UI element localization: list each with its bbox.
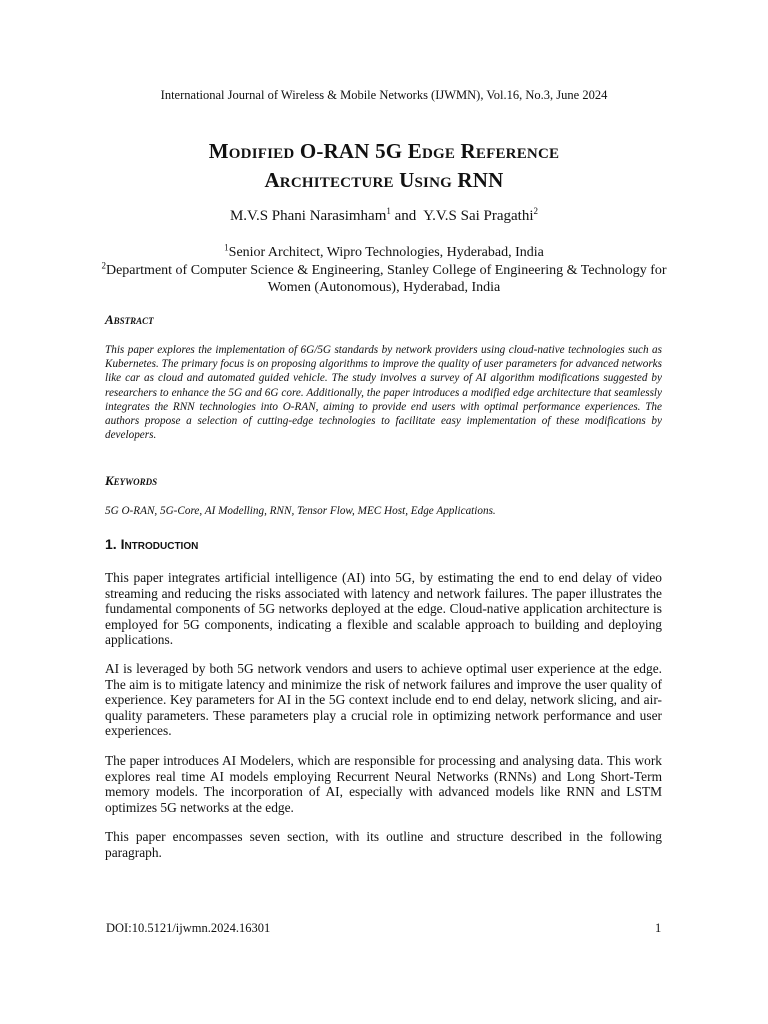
doi-footer: DOI:10.5121/ijwmn.2024.16301 [106,921,271,935]
author-list [0,208,768,225]
abstract-text: This paper explores the implementation of 6G/5G standards by network providers using cloud-native technologies such as Kubernetes. The primary focus is on proposing algorithms to improve the quality of user parameters for advanced networks like car as cloud and automated guided vehicle. The study involves a survey of AI algorithm modifications suggested by researchers to enhance the 5G and 6G core. Additionally, the paper introduces a modified edge architecture that seamlessly integrates the RNN technologies into O-RAN, aiming to provide end users with optimal performance experiences. The authors propose a selection of cutting-edge technologies to facilitate easy implementation of these modifications by developers. [105,344,662,442]
keywords-text: 5G O-RAN, 5G-Core, AI Modelling, RNN, Tensor Flow, MEC Host, Edge Applications. [105,505,496,517]
affiliation-1-text: Senior Architect, Wipro Technologies, Hyderabad, India [228,245,544,260]
affiliation-2 [90,259,678,297]
affiliation-1 [90,244,678,262]
introduction-paragraph-3: The paper introduces AI Modelers, which are responsible for processing and analysing data. This work explores real time AI models employing Recurrent Neural Networks (RNNs) and Long Short-Term memory models. The incorporation of AI, especially with advanced models like RNN and LSTM optimizes 5G networks at the edge. [105,753,662,815]
author-1-name: M.V.S Phani Narasimham [229,208,387,224]
introduction-paragraph-4: This paper encompasses seven section, with its outline and structure described in the following paragraph. [105,829,662,860]
affiliation-2-mark: 2 [101,259,106,270]
introduction-heading: 1. Introduction [105,536,199,552]
introduction-paragraph-2: AI is leveraged by both 5G network vendors and users to achieve optimal user experience at the edge. The aim is to mitigate latency and minimize the risk of network failures and improve the user quality of experience. Key parameters for AI in the 5G context include end to end delay, network slicing, and air-quality parameters. These parameters play a crucial role in optimizing network performance and user experiences. [105,661,662,738]
affiliation-2-text: Department of Computer Science & Engineering, Stanley College of Engineering & Technology for Women (Autonomous), Hyderabad, India [105,262,667,295]
title-line-1: Modified O-RAN 5G Edge Reference [208,139,560,163]
affiliations [90,244,678,297]
keywords-heading: Keywords [105,473,158,488]
author-2-affiliation-mark: 2 [533,206,539,216]
abstract-heading: Abstract [105,312,154,327]
author-1-affiliation-mark: 1 [386,206,391,216]
affiliation-1-mark: 1 [224,242,229,253]
journal-header: International Journal of Wireless & Mobile Networks (IJWMN), Vol.16, No.3, June 2024 [160,88,608,102]
author-2-name: Y.V.S Sai Pragathi [423,208,534,224]
page-number: 1 [655,921,662,935]
introduction-paragraph-1: This paper integrates artificial intelligence (AI) into 5G, by estimating the end to end delay of video streaming and reducing the risks associated with latency and network failures. The paper illustrates the fundamental components of 5G networks deployed at the edge. Cloud-native application architecture is employed for 5G components, indicating a flexible and scalable approach to building and deploying applications. [105,570,662,647]
title-line-2: Architecture Using RNN [264,168,504,192]
author-connector: and [390,208,424,224]
paper-title [60,137,708,195]
